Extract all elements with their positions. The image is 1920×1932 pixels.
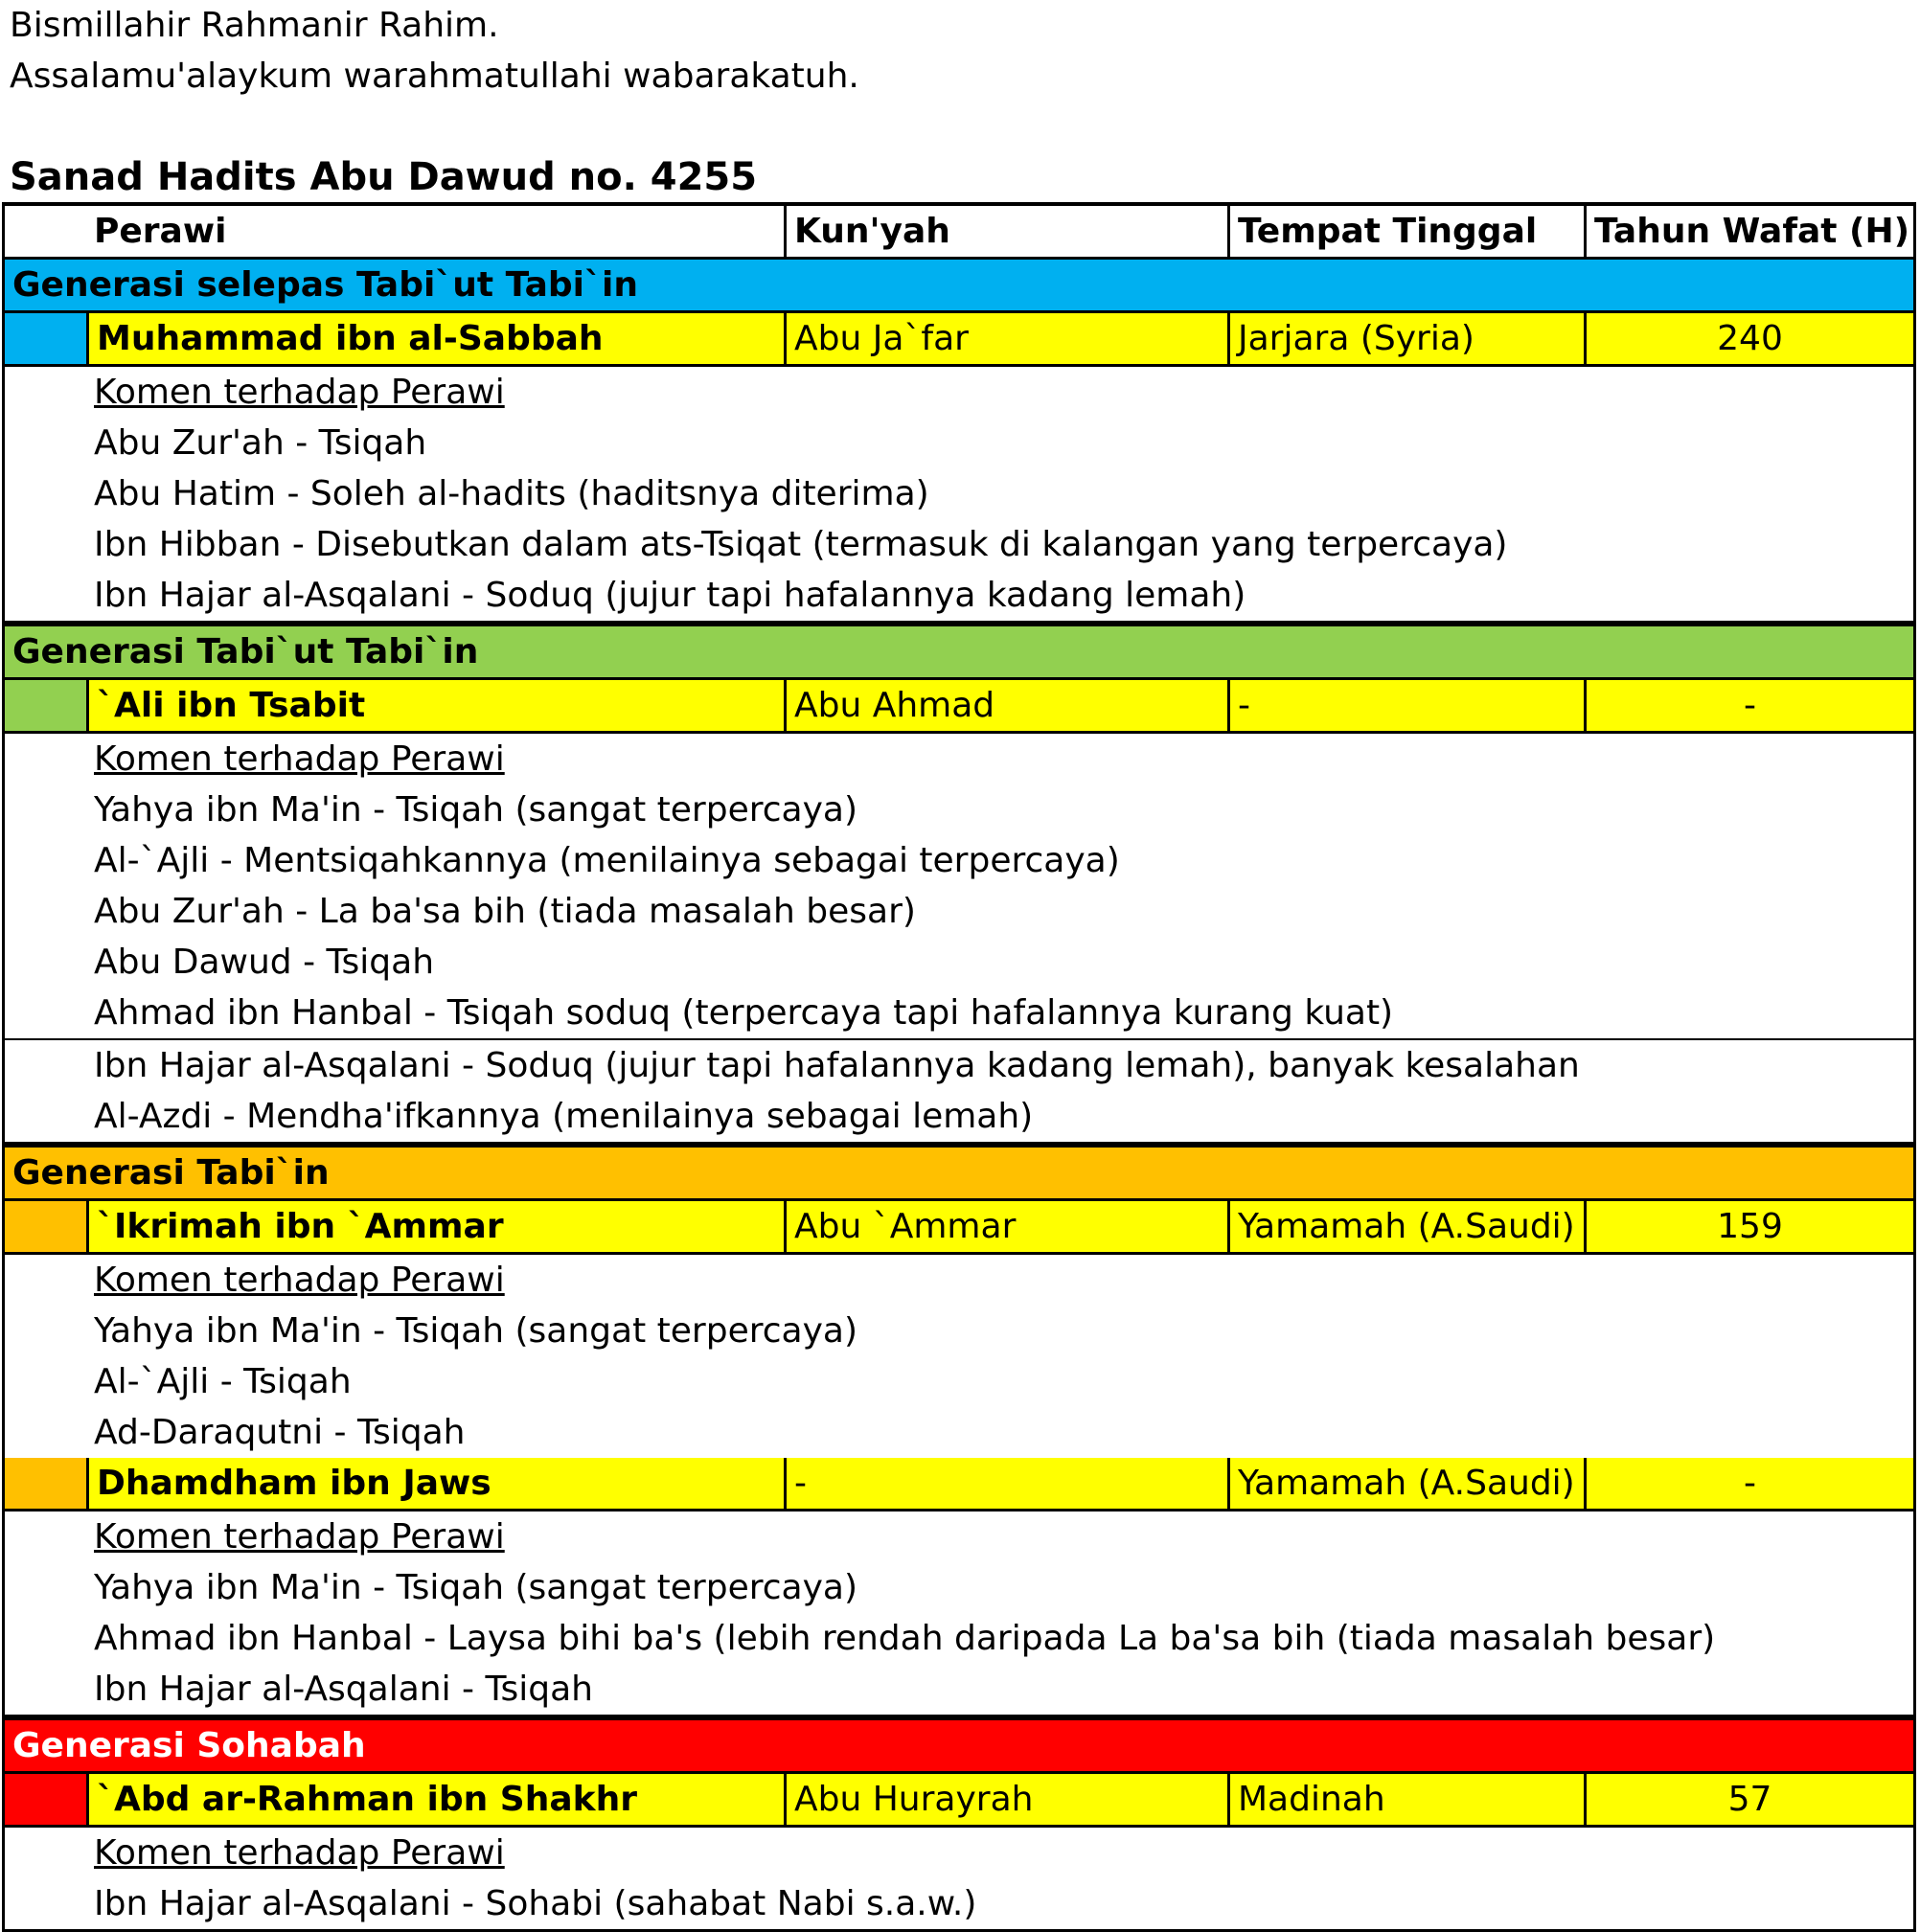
column-header-wafat: Tahun Wafat (H) (1584, 206, 1913, 257)
perawi-row (5, 1774, 1913, 1828)
comment-line: Ibn Hajar al-Asqalani - Soduq (jujur tapi hafalannya kadang lemah) (5, 570, 1913, 626)
perawi-kunyah: Abu Ahmad (784, 680, 1227, 731)
perawi-tempat-tinggal: Yamamah (A.Saudi) (1227, 1458, 1584, 1509)
generation-color-marker (5, 1458, 86, 1509)
comment-heading: Komen terhadap Perawi (94, 739, 505, 779)
comment-line: Abu Dawud - Tsiqah (94, 943, 435, 982)
document-title: Sanad Hadits Abu Dawud no. 4255 (10, 155, 758, 199)
comment-line: Yahya ibn Ma'in - Tsiqah (sangat terpercaya) (94, 1568, 857, 1607)
perawi-name: `Abd ar-Rahman ibn Shakhr (86, 1774, 784, 1825)
comment-heading: Komen terhadap Perawi (94, 1261, 505, 1300)
page-header (10, 0, 1907, 199)
generation-color-marker (5, 680, 86, 731)
comment-line: Yahya ibn Ma'in - Tsiqah (sangat terpercaya) (94, 1311, 857, 1351)
perawi-kunyah: - (784, 1458, 1227, 1509)
comment-line: Ibn Hajar al-Asqalani - Tsiqah (5, 1664, 1913, 1720)
comment-line: Ad-Daraqutni - Tsiqah (94, 1413, 466, 1452)
perawi-kunyah: Abu `Ammar (784, 1201, 1227, 1252)
comment-line: Al-`Ajli - Tsiqah (94, 1362, 352, 1401)
table-body (5, 260, 1913, 1929)
table-header-row (5, 206, 1913, 260)
comment-heading: Komen terhadap Perawi (94, 1517, 505, 1557)
comment-heading: Komen terhadap Perawi (94, 1833, 505, 1873)
perawi-name: Dhamdham ibn Jaws (86, 1458, 784, 1509)
comment-line: Al-`Ajli - Mentsiqahkannya (menilainya sebagai terpercaya) (94, 841, 1120, 880)
color-marker-cell (5, 206, 86, 257)
comment-line: Abu Zur'ah - Tsiqah (94, 423, 427, 463)
generation-color-marker (5, 313, 86, 364)
comment-line: Ahmad ibn Hanbal - Tsiqah soduq (terpercaya tapi hafalannya kurang kuat) (5, 988, 1913, 1040)
perawi-tahun-wafat: - (1584, 1458, 1913, 1509)
column-header-tempat: Tempat Tinggal (1227, 206, 1584, 257)
perawi-kunyah: Abu Ja`far (784, 313, 1227, 364)
perawi-tahun-wafat: 159 (1584, 1201, 1913, 1252)
comment-line: Ibn Hibban - Disebutkan dalam ats-Tsiqat (termasuk di kalangan yang terpercaya) (94, 525, 1508, 564)
perawi-row (5, 1201, 1913, 1255)
perawi-name: `Ikrimah ibn `Ammar (86, 1201, 784, 1252)
column-header-kunyah: Kun'yah (784, 206, 1227, 257)
perawi-name: `Ali ibn Tsabit (86, 680, 784, 731)
perawi-tempat-tinggal: - (1227, 680, 1584, 731)
greeting-line: Assalamu'alaykum warahmatullahi wabarakatuh. (10, 57, 859, 96)
perawi-tahun-wafat: - (1584, 680, 1913, 731)
perawi-name: Muhammad ibn al-Sabbah (86, 313, 784, 364)
greeting-line: Bismillahir Rahmanir Rahim. (10, 6, 499, 45)
comment-line: Yahya ibn Ma'in - Tsiqah (sangat terpercaya) (94, 790, 857, 830)
comment-line: Abu Zur'ah - La ba'sa bih (tiada masalah besar) (94, 892, 916, 931)
comment-line: Ibn Hajar al-Asqalani - Soduq (jujur tapi hafalannya kadang lemah), banyak kesalahan (94, 1046, 1580, 1085)
column-header-perawi: Perawi (94, 212, 227, 251)
comment-line: Ahmad ibn Hanbal - Laysa bihi ba's (lebih rendah daripada La ba'sa bih (tiada masalah besar) (94, 1619, 1716, 1658)
perawi-tempat-tinggal: Jarjara (Syria) (1227, 313, 1584, 364)
comment-heading: Komen terhadap Perawi (94, 373, 505, 412)
perawi-row (5, 680, 1913, 734)
comment-line: Ibn Hajar al-Asqalani - Sohabi (sahabat Nabi s.a.w.) (94, 1884, 977, 1923)
generation-row: Generasi selepas Tabi`ut Tabi`in (5, 260, 1913, 313)
perawi-kunyah: Abu Hurayrah (784, 1774, 1227, 1825)
generation-row: Generasi Tabi`ut Tabi`in (5, 626, 1913, 680)
generation-row: Generasi Tabi`in (5, 1148, 1913, 1201)
perawi-row (5, 1458, 1913, 1512)
perawi-tempat-tinggal: Madinah (1227, 1774, 1584, 1825)
generation-color-marker (5, 1774, 86, 1825)
perawi-tahun-wafat: 57 (1584, 1774, 1913, 1825)
perawi-tempat-tinggal: Yamamah (A.Saudi) (1227, 1201, 1584, 1252)
perawi-tahun-wafat: 240 (1584, 313, 1913, 364)
comment-line: Abu Hatim - Soleh al-hadits (haditsnya diterima) (94, 474, 929, 513)
generation-row: Generasi Sohabah (5, 1720, 1913, 1774)
sanad-table (2, 202, 1916, 1932)
comment-line: Al-Azdi - Mendha'ifkannya (menilainya sebagai lemah) (5, 1091, 1913, 1148)
perawi-row (5, 313, 1913, 367)
generation-color-marker (5, 1201, 86, 1252)
